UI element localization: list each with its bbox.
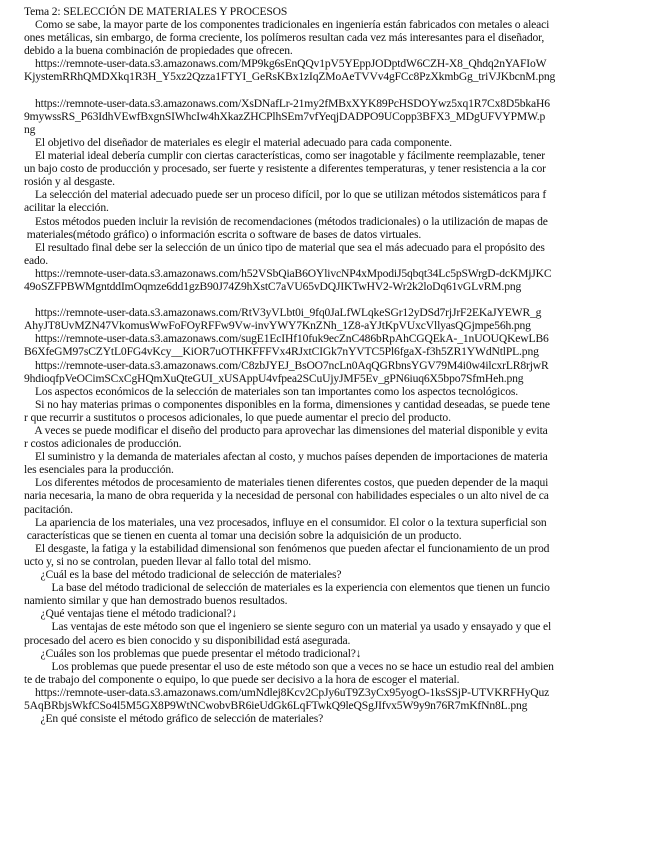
image-link-line: https://remnote-user-data.s3.amazonaws.com/XsDNafLr-21my2fMBxXYK89PcHSDOYwz5xq1R7Cx8D5bkaH6 — [24, 96, 550, 110]
text-line: te de trabajo del componente o equipo, lo que puede ser decisivo a la hora de escoger el material. — [24, 672, 460, 686]
image-link-line: https://remnote-user-data.s3.amazonaws.com/umNdlej8Kcv2CpJy6uT9Z3yCx95yogO-1ksSSjP-UTVKRFHyQuz — [24, 685, 550, 699]
question-line: ¿Qué ventajas tiene el método tradicional?↓ — [24, 607, 238, 621]
text-line: ones metálicas, sin embargo, de forma creciente, los polímeros resultan cada vez más interesantes para el diseñador, — [24, 31, 545, 45]
blank-line — [24, 84, 643, 97]
text-line: 5AqBRbjsWkfCSo4l5M5GX8P9WtNCwobvBR6ieUdGk6LqFTwkQ9leQSgJIfvx5W9y9n76R7mKfNn8L.png — [24, 698, 528, 712]
image-link-line: https://remnote-user-data.s3.amazonaws.com/MP9kg6sEnQQv1pV5YEppJODptdW6CZH-X8_Qhdq2nYAFIoW — [24, 57, 547, 71]
document-title: Tema 2: SELECCIÓN DE MATERIALES Y PROCESOS — [24, 5, 288, 18]
text-line: La apariencia de los materiales, una vez procesados, influye en el consumidor. El color o la textura superficial son — [24, 515, 547, 529]
question-line: ¿Cuáles son los problemas que puede presentar el método tradicional?↓ — [24, 646, 362, 660]
text-line: A veces se puede modificar el diseño del producto para aprovechar las dimensiones del material disponible y evita — [24, 424, 548, 437]
blank-line — [24, 293, 643, 306]
text-line: namiento similar y que han demostrado buenos resultados. — [24, 594, 288, 608]
text-line: El material ideal debería cumplir con ciertas características, como ser inagotable y fácilmente reemplazable, tener — [24, 149, 545, 163]
text-line: Si no hay materias primas o componentes disponibles en la forma, dimensiones y cantidad deseadas, se puede tene — [24, 397, 550, 411]
text-line: El objetivo del diseñador de materiales es elegir el material adecuado para cada componente. — [24, 135, 452, 149]
image-link-line: https://remnote-user-data.s3.amazonaws.com/h52VSbQiaB6OYlivcNP4xMpodiJ5qbqt34Lc5pSWrgD-dcKMjJKC — [24, 266, 552, 280]
text-line: KjystemRRhQMDXkq1R3H_Y5xz2Qzza1FTYI_GeRsKBx1zIqZMoAeTVVv4gFCc8PzXkmbGg_triVJKbcnM.png — [24, 70, 556, 84]
text-line: Los diferentes métodos de procesamiento de materiales tienen diferentes costos, que pueden depender de la maqui — [24, 476, 549, 490]
text-line: El suministro y la demanda de materiales afectan al costo, y muchos países dependen de importaciones de materia — [24, 450, 548, 464]
text-line: acilitar la elección. — [24, 201, 109, 215]
text-line: ucto y, si no se controlan, pueden llevar al fallo total del mismo. — [24, 554, 312, 568]
text-line: pacitación. — [24, 502, 73, 516]
text-line: naria necesaria, la mano de obra requerida y la necesidad de personal con habilidades especiales o un alto nivel de ca — [24, 489, 549, 503]
text-line: procesado del acero es bien conocido y su disponibilidad está asegurada. — [24, 633, 351, 647]
question-line: ¿Cuál es la base del método tradicional de selección de materiales? — [24, 568, 342, 582]
text-line: debido a la buena combinación de propiedades que ofrecen. — [24, 44, 293, 58]
text-line: Los aspectos económicos de la selección de materiales son tan importantes como los aspectos tecnológicos. — [24, 384, 518, 398]
text-line: un bajo costo de producción y procesado, ser fuerte y resistente a diferentes temperaturas, y tener resistencia a la cor — [24, 162, 546, 176]
text-line: 9hdioqfpVeOCimSCxCgHQmXuQteGUI_xUSAppU4vfpea2SCuUjyJMF5Ev_gPN6iuq6X5bpo7SfmHeh.png — [24, 371, 524, 385]
text-line: 49oSZFPBWMgntddImOqmze6dd1gzB90J74Z9hXstC7aVU65vDQJIKTwHV2-Wr2k2loDq61vGLvRM.png — [24, 279, 522, 293]
question-line: ¿En qué consiste el método gráfico de selección de materiales? — [24, 712, 324, 726]
text-line: 9mywssRS_P63IdhVEwfBxgnSIWhcIw4hXkazZHCPlhSEm7vfYeqjDADPO9UCopp3BFX3_MDgUFVYPMW.p — [24, 109, 546, 123]
image-link-line: https://remnote-user-data.s3.amazonaws.com/sugE1EcIHf10fuk9ecZnC486bRpAhCGQEkA-_1nUOUQKewLB6 — [24, 332, 549, 346]
text-line: Las ventajas de este método son que el ingeniero se siente seguro con un material ya usado y ensayado y que el — [24, 620, 552, 634]
text-line: r que recurrir a sustitutos o procesos adicionales, lo que puede aumentar el precio del producto. — [24, 410, 451, 424]
text-line: r costos adicionales de producción. — [24, 437, 182, 451]
text-line: rosión y al desgaste. — [24, 175, 115, 189]
text-line: La base del método tradicional de selección de materiales es la experiencia con elementos que tienen un funcio — [24, 581, 550, 595]
text-line: eado. — [24, 253, 49, 267]
text-line: AhyJT8UvMZN47VkomusWwFoFOyRFFw9Vw-invYWY7KnZNh_1Z8-aYJtKpVUxcVllyasQGjmpe56h.png — [24, 319, 531, 333]
text-line: Estos métodos pueden incluir la revisión de recomendaciones (métodos tradicionales) o la utilización de mapas de — [24, 214, 548, 228]
text-line: El desgaste, la fatiga y la estabilidad dimensional son fenómenos que pueden afectar el funcionamiento de un prod — [24, 541, 550, 555]
text-line: Como se sabe, la mayor parte de los componentes tradicionales en ingeniería están fabricados con metales o aleaci — [24, 18, 550, 32]
text-line: ng — [24, 122, 36, 136]
text-line: B6XfeGM97sCZYtL0FG4vKcy__KiOR7uOTHKFFFVx4RJxtCIGk7nYVTC5Pl6fgaX-f3h5ZR1YWdNtlPL.png — [24, 345, 539, 359]
text-line: Los problemas que puede presentar el uso de este método son que a veces no se hace un estudio real del ambien — [24, 659, 554, 673]
text-line: les esenciales para la producción. — [24, 463, 174, 477]
text-line: La selección del material adecuado puede ser un proceso difícil, por lo que se utilizan métodos sistemáticos para f — [24, 188, 547, 202]
image-link-line: https://remnote-user-data.s3.amazonaws.com/C8zbJYEJ_BsOO7ncLn0AqQGRbnsYGV79M4i0w4ilcxrLR8rjwR — [24, 358, 549, 372]
text-line: materiales(método gráfico) o información escrita o software de bases de datos virtuales. — [24, 227, 422, 241]
image-link-line: https://remnote-user-data.s3.amazonaws.com/RtV3yVLbt0i_9fq0JaLfWLqkeSGr12yDSd7rjJrF2EKaJYEWR_g — [24, 306, 542, 320]
text-line: El resultado final debe ser la selección de un único tipo de material que sea el más adecuado para el propósito des — [24, 240, 545, 254]
text-line: características que se tienen en cuenta al tomar una decisión sobre la adquisición de un producto. — [24, 528, 462, 542]
